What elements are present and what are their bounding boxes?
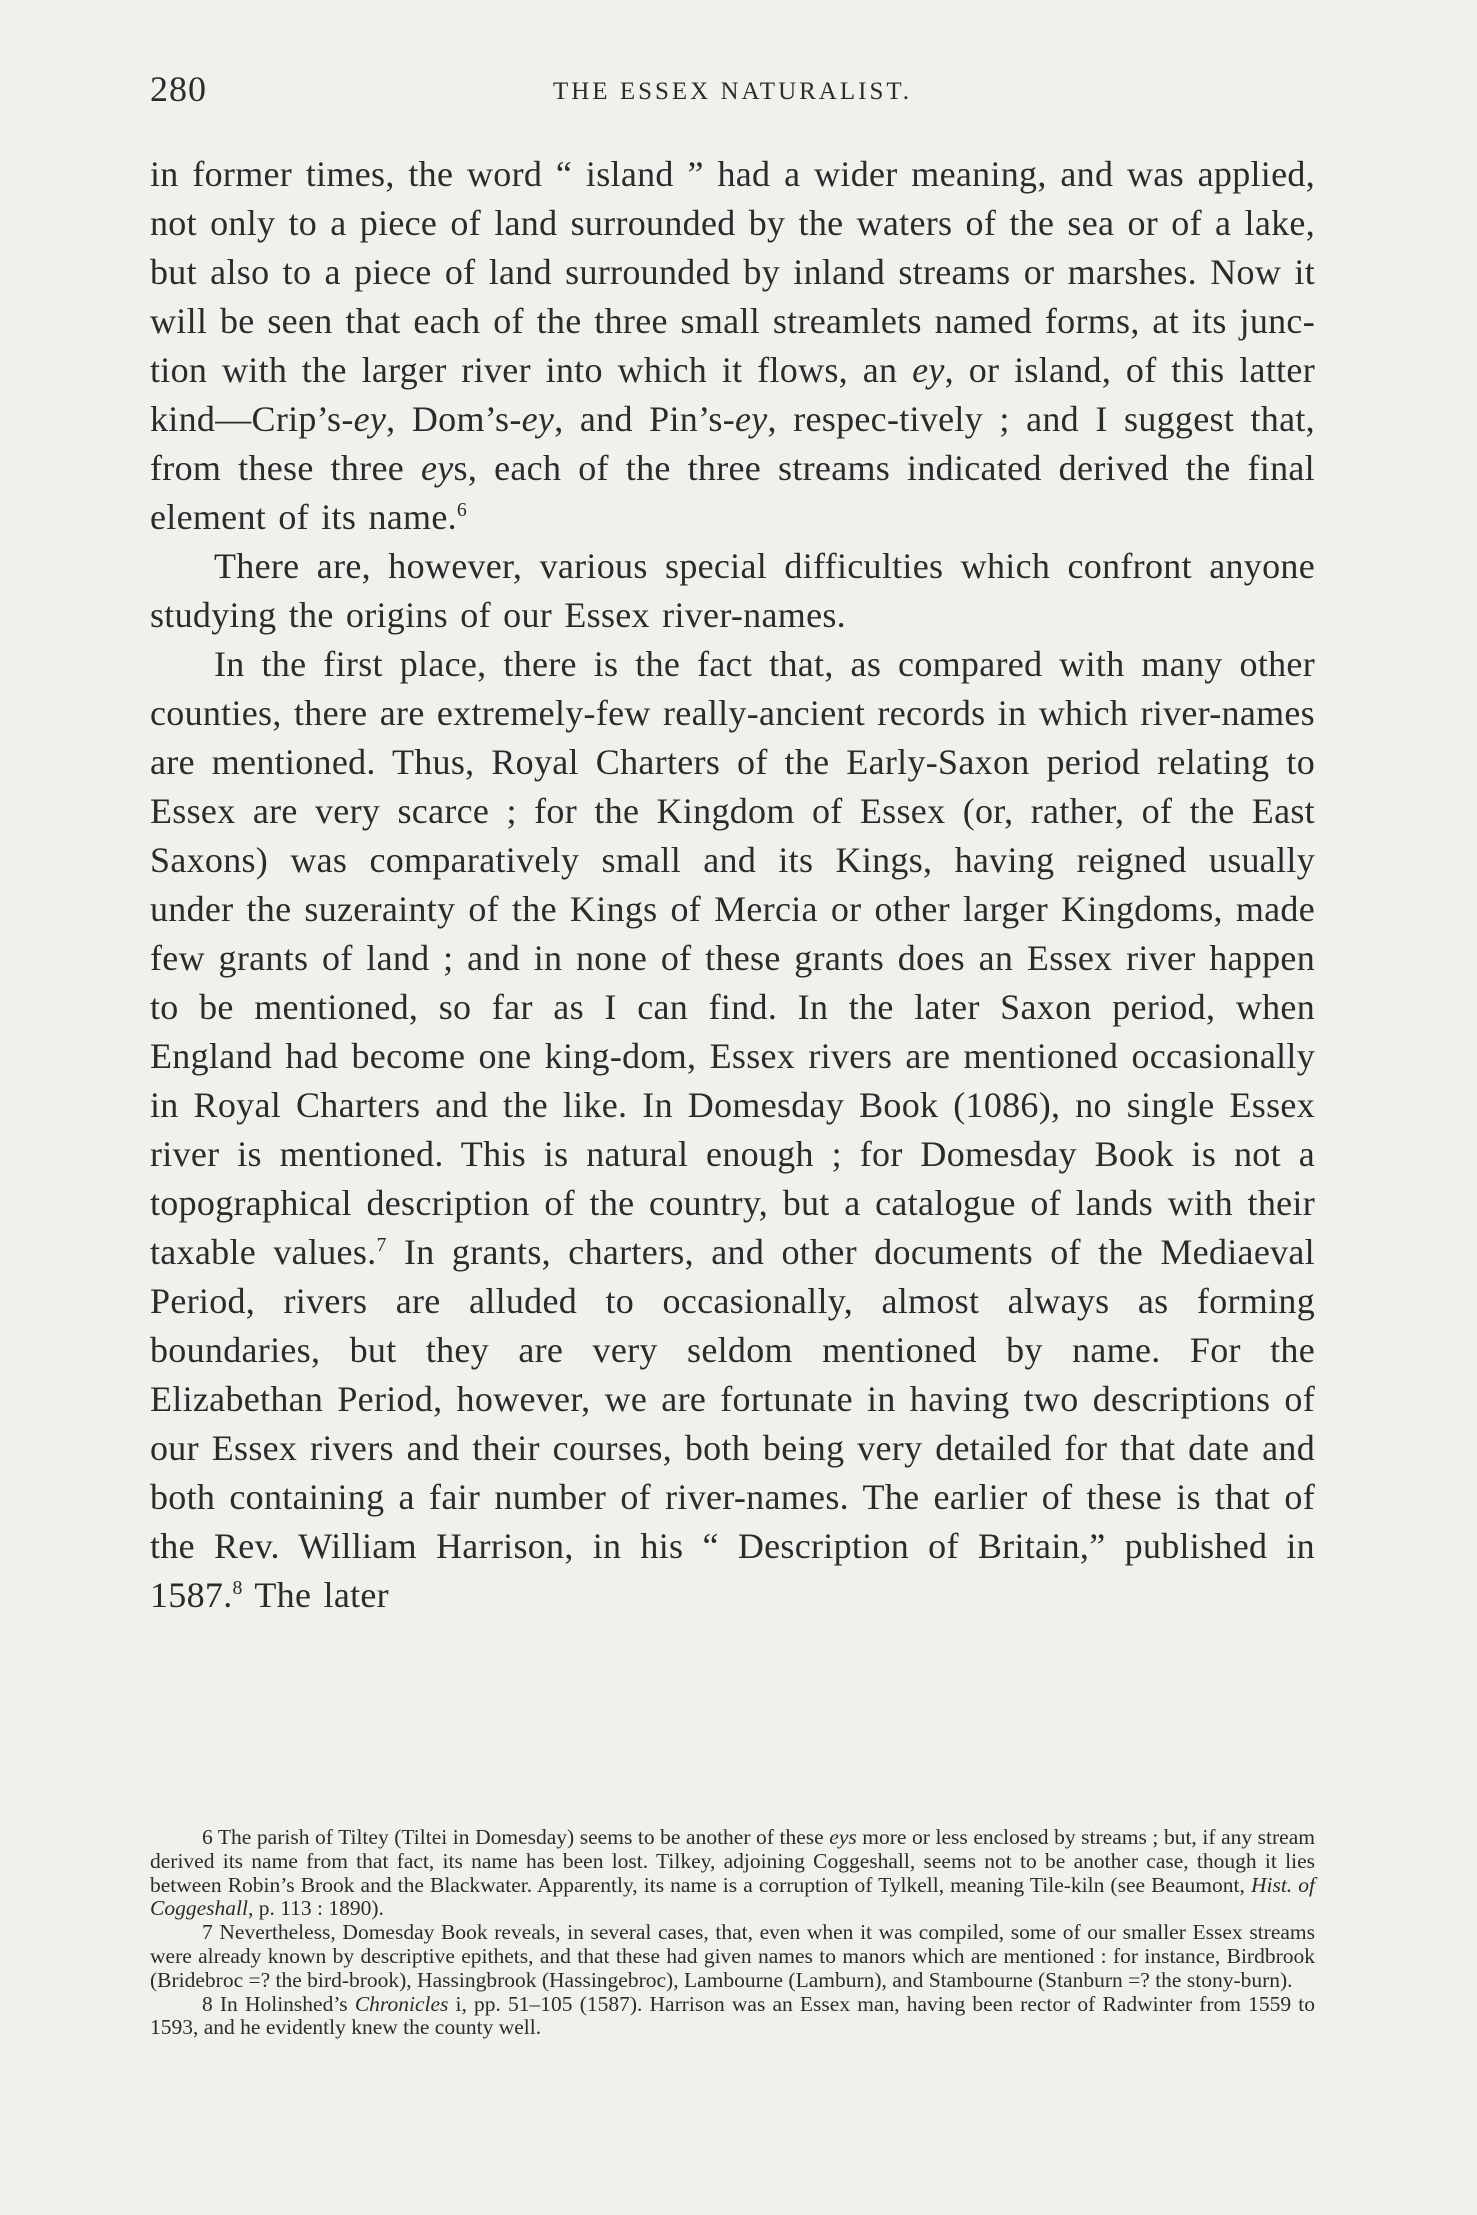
footnote-ref-8: 8 bbox=[232, 1577, 243, 1600]
text-run: more or less enclosed by streams ; but, if any stream derived its name from that fact, its name has been lost. Tilkey, adjoining Coggeshall, seems not to be another case, though it lies between Robin’s Brook and the Blackwater. Apparently, its name is a corruption of Tylkell, meaning Tile-kiln (see Beaumont, bbox=[150, 1825, 1315, 1897]
italic-title: Hist. of Coggeshall bbox=[150, 1872, 1315, 1921]
page-number: 280 bbox=[150, 69, 207, 109]
italic-term: eys bbox=[829, 1825, 857, 1849]
text-run: 8 In Holinshed’s bbox=[202, 1991, 355, 2016]
footnotes bbox=[150, 1826, 1315, 2040]
paragraph-1 bbox=[150, 150, 1315, 542]
italic-term: ey bbox=[912, 350, 945, 390]
footnote-7: 7 Nevertheless, Domesday Book reveals, in several cases, that, even when it was compiled, some of our smaller Essex streams were already known by descriptive epithets, and that these had given names to manors which are mentioned : for instance, Birdbrook (Bridebroc =? the bird-brook), Hassingbrook (Hassingebroc), Lambourne (Lamburn), and Stambourne (Stanburn =? the stony-burn). bbox=[150, 1920, 1315, 1992]
text-run: In the first place, there is the fact that, as compared with many other counties, there are extremely-few really-ancient records in which river-names are mentioned. Thus, Royal Charters of the Early-Saxon period relating to Essex are very scarce ; for the Kingdom of Essex (or, rather, of the East Saxons) was comparatively small and its Kings, having reigned usually under the suzerainty of the Kings of Mercia or other larger Kingdoms, made few grants of land ; and in none of these grants does an Essex river happen to be mentioned, so far as I can find. In the later Saxon period, when England had become one king-dom, Essex rivers are mentioned occasionally in Royal Charters and the like. In Domesday Book (1086), no single Essex river is mentioned. This is natural enough ; for Domesday Book is not a topographical description of the country, but a catalogue of lands with their taxable values. bbox=[150, 644, 1315, 1272]
text-run: 6 The parish of Tiltey (Tiltei in Domesday) seems to be another of these bbox=[202, 1825, 830, 1849]
paragraph-3 bbox=[150, 640, 1315, 1620]
text-run: The later bbox=[242, 1575, 389, 1615]
italic-term: ey bbox=[420, 448, 454, 488]
paragraph-2: There are, however, various special difficulties which confront anyone studying the origins of our Essex river-names. bbox=[150, 546, 1315, 635]
italic-term: ey bbox=[353, 399, 387, 439]
text-run: , respec-tively ; and I suggest that, from these three bbox=[150, 399, 1315, 488]
italic-term: ey bbox=[734, 399, 768, 439]
footnote-6 bbox=[150, 1826, 1315, 1921]
text-run: s, each of the three streams indicated derived the final element of its name. bbox=[150, 448, 1315, 537]
text-run: In grants, charters, and other documents of the Mediaeval Period, rivers are alluded to occasionally, almost always as forming boundaries, but they are very seldom mentioned by name. For the Elizabethan Period, however, we are fortunate in having two descriptions of our Essex rivers and their courses, both being very detailed for that date and both containing a fair number of river-names. The earlier of these is that of the Rev. William Harrison, in his “ Description of Britain,” published in 1587. bbox=[150, 1232, 1315, 1615]
text-run: i, pp. 51–105 (1587). Harrison was an Essex man, having been rector of Radwinter from 1559 to 1593, and he evidently knew the county well. bbox=[150, 1991, 1315, 2040]
text-run: , or island, of this latter kind—Crip’s- bbox=[150, 350, 1315, 439]
running-title: THE ESSEX NATURALIST. bbox=[552, 78, 913, 105]
footnote-8 bbox=[150, 1993, 1315, 2041]
italic-term: ey bbox=[521, 399, 555, 439]
footnote-ref-6: 6 bbox=[456, 499, 468, 522]
text-run: , p. 113 : 1890). bbox=[247, 1896, 384, 1921]
text-run: , and Pin’s- bbox=[554, 399, 735, 439]
text-run: in former times, the word “ island ” had a wider meaning, and was applied, not only to a piece of land surrounded by the waters of the sea or of a lake, but also to a piece of land surrounded by inland streams or marshes. Now it will be seen that each of the three small streamlets named forms, at its junc-tion with the larger river into which it flows, an bbox=[150, 154, 1315, 390]
footnote-ref-7: 7 bbox=[376, 1234, 387, 1257]
italic-title: Chronicles bbox=[354, 1991, 449, 2016]
body-text bbox=[150, 150, 1315, 1620]
page-header bbox=[150, 68, 1315, 118]
text-run: , Dom’s- bbox=[386, 399, 522, 439]
